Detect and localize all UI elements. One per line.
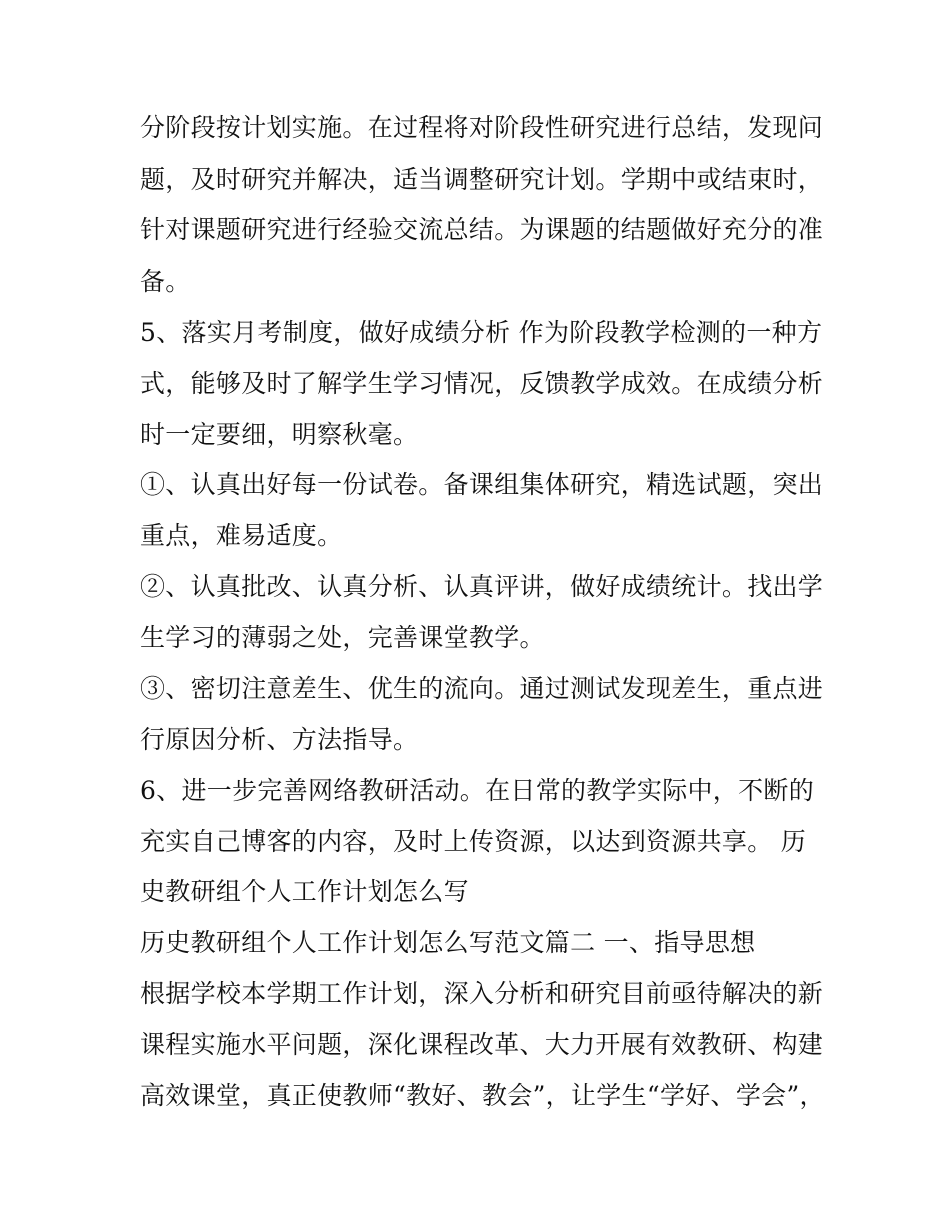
text-line: 高效课堂，真正使教师“教好、教会”，让学生“学好、学会”， — [140, 1081, 825, 1110]
text-line: 根据学校本学期工作计划，深入分析和研究目前亟待解决的新 — [140, 979, 824, 1008]
text-line: ③、密切注意差生、优生的流向。通过测试发现差生，重点进 — [140, 674, 824, 703]
text-line: 课程实施水平问题，深化课程改革、大力开展有效教研、构建 — [140, 1030, 824, 1059]
text-line: 式，能够及时了解学生学习情况，反馈教学成效。在成绩分析 — [140, 369, 824, 398]
text-line: 题，及时研究并解决，适当调整研究计划。学期中或结束时， — [140, 165, 824, 194]
text-line: 时一定要细，明察秋毫。 — [140, 420, 419, 449]
text-line: 生学习的薄弱之处，完善课堂教学。 — [140, 623, 545, 652]
text-line: 5、落实月考制度，做好成绩分析 作为阶段教学检测的一种方 — [140, 318, 823, 347]
text-line: ①、认真出好每一份试卷。备课组集体研究，精选试题，突出 — [140, 470, 824, 499]
text-line: 备。 — [140, 267, 191, 296]
text-line: 史教研组个人工作计划怎么写 — [140, 877, 469, 906]
text-line: ②、认真批改、认真分析、认真评讲，做好成绩统计。找出学 — [140, 572, 824, 601]
text-line: 行原因分析、方法指导。 — [140, 725, 419, 754]
text-line: 重点，难易适度。 — [140, 521, 343, 550]
text-line: 针对课题研究进行经验交流总结。为课题的结题做好充分的准 — [140, 215, 824, 244]
text-line: 历史教研组个人工作计划怎么写范文篇二 一、指导思想 — [140, 928, 756, 957]
text-line: 6、进一步完善网络教研活动。在日常的教学实际中，不断的 — [140, 776, 815, 805]
text-line: 分阶段按计划实施。在过程将对阶段性研究进行总结，发现问 — [140, 113, 824, 142]
text-line: 充实自己博客的内容，及时上传资源，以达到资源共享。 历 — [140, 827, 807, 856]
